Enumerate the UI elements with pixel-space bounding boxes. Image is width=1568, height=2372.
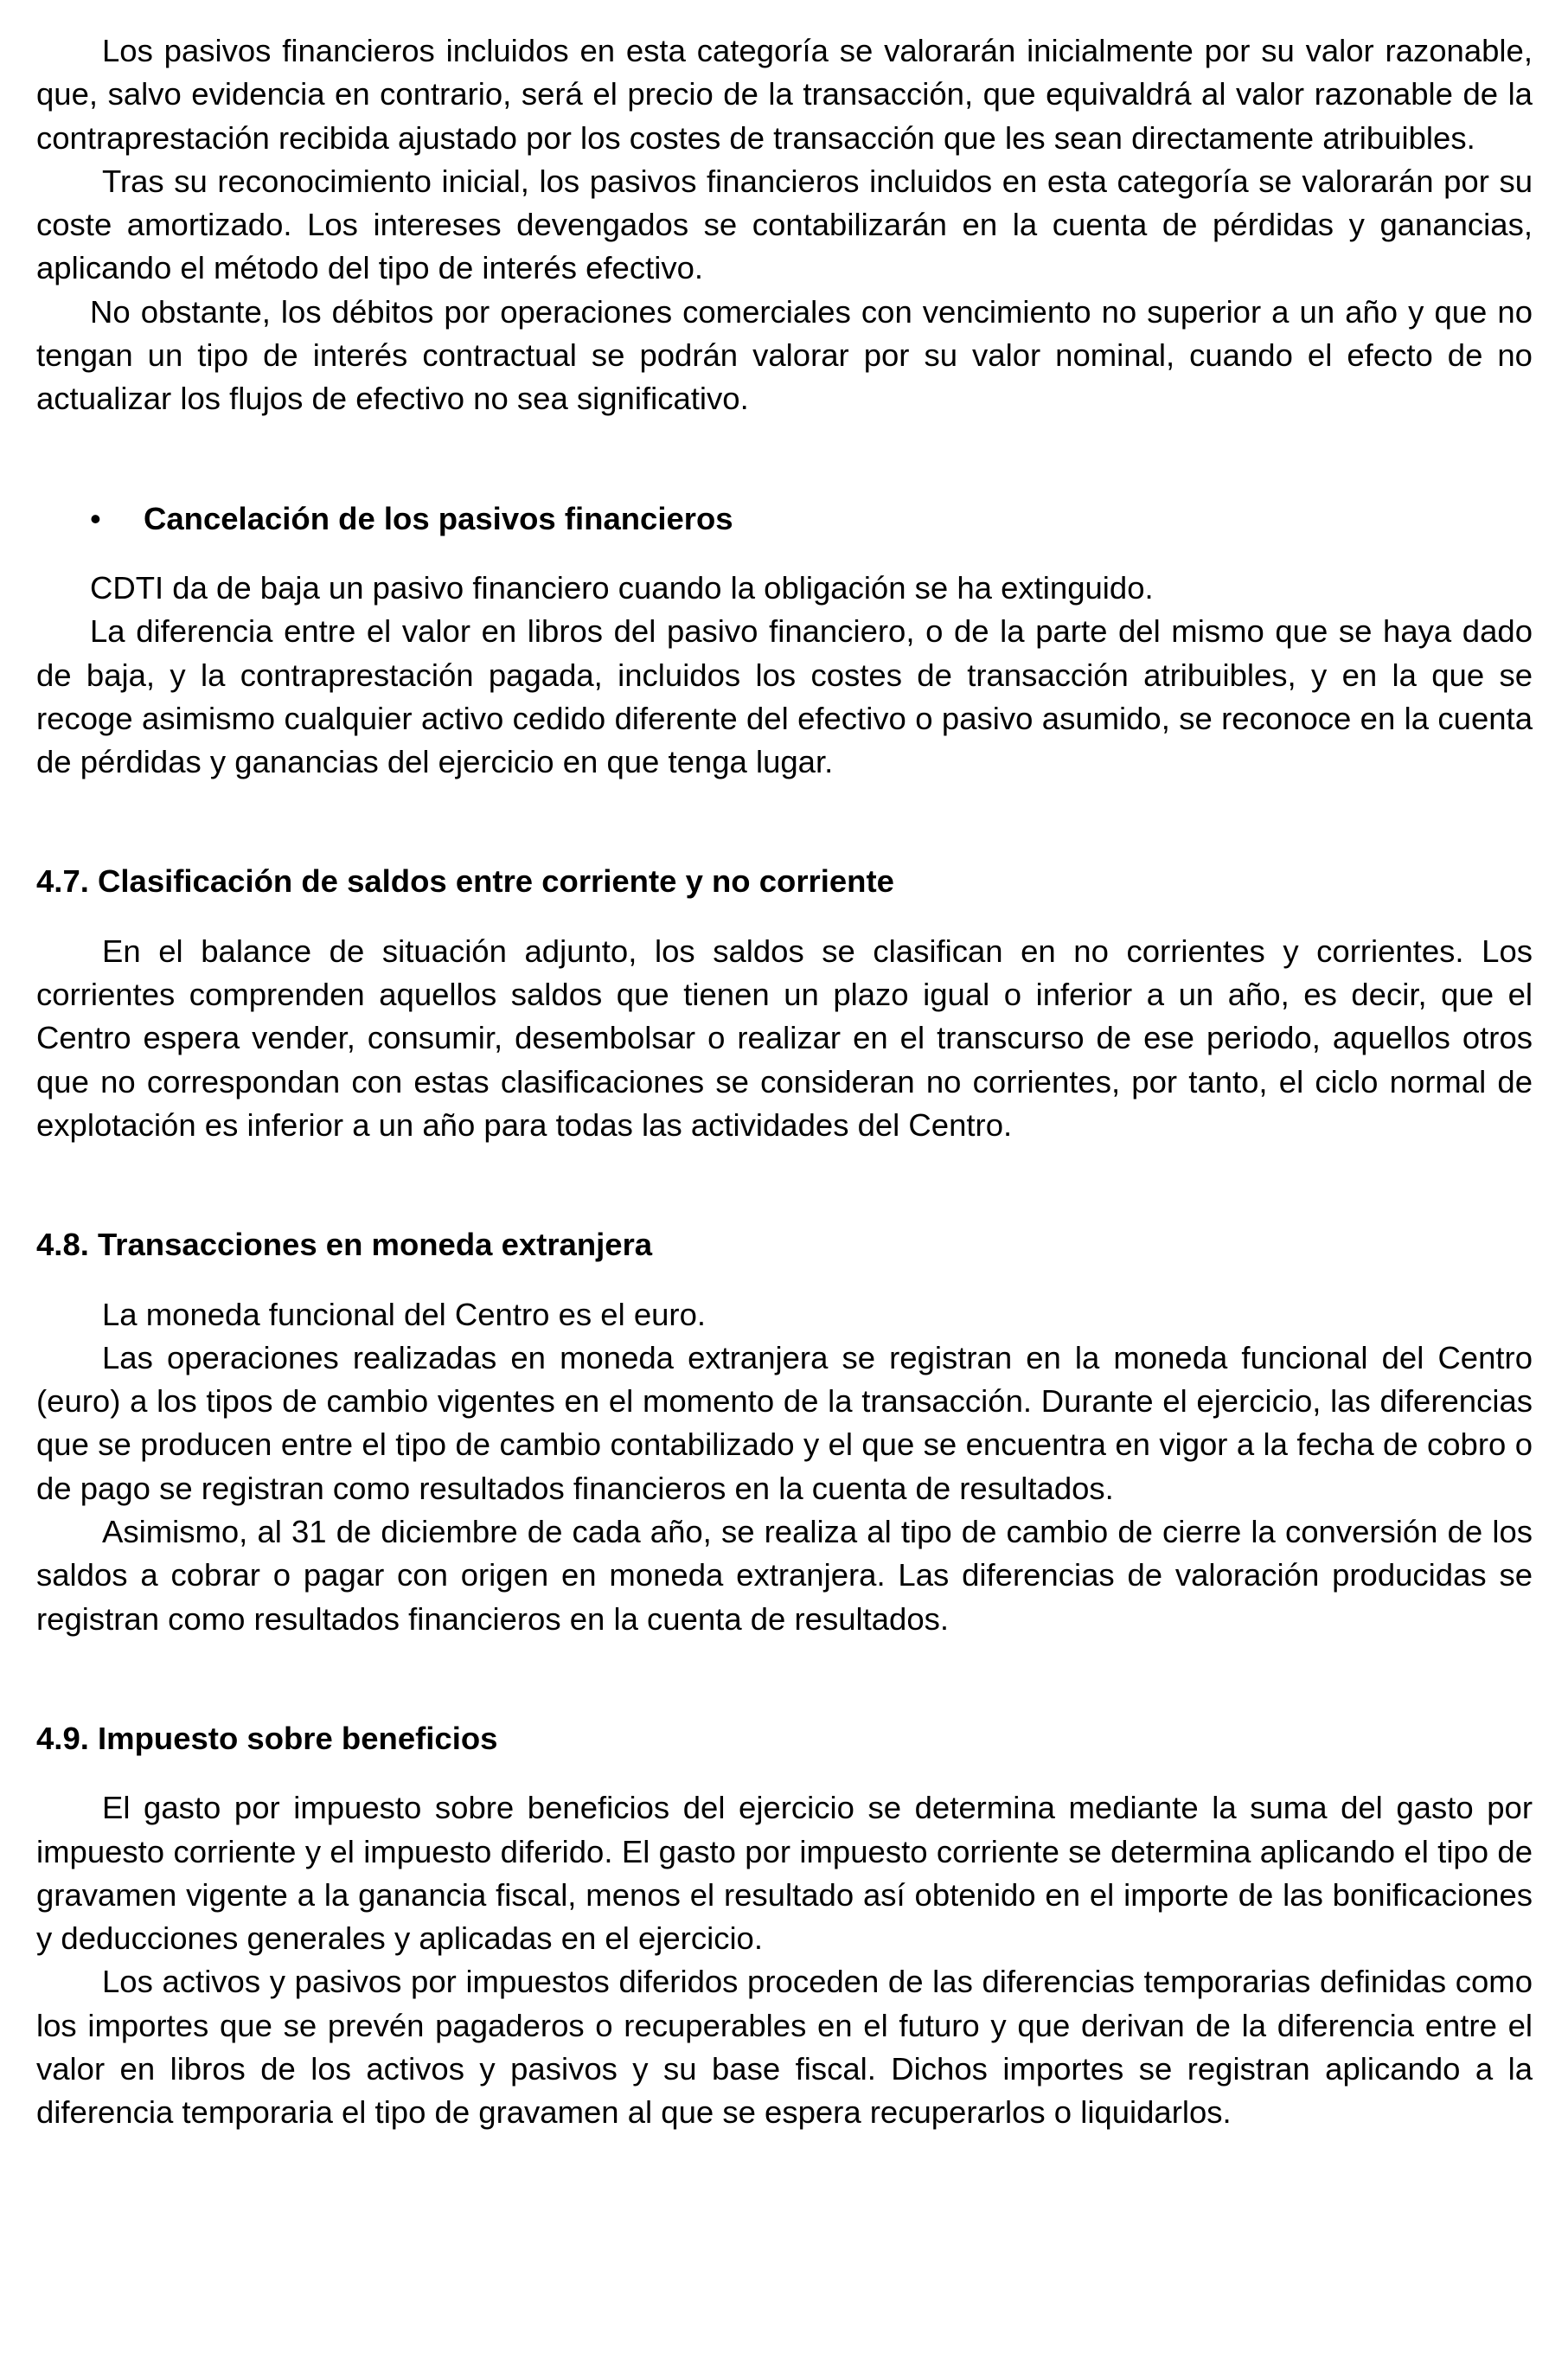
cancelacion-title: Cancelación de los pasivos financieros (144, 500, 733, 536)
section-4-9-paragraph-2: Los activos y pasivos por impuestos diferidos proceden de las diferencias temporarias definidas como los importes que se prevén pagaderos o recuperables en el futuro y que derivan de la diferencia entre el valor en libros de los activos y pasivos y su base fiscal. Dichos importes se registran aplicando a la diferencia temporaria el tipo de gravamen al que se espera recuperarlos o liquidarlos. (36, 1964, 1533, 2131)
spacer (36, 541, 1533, 567)
document-page (36, 29, 1533, 2135)
cancelacion-paragraph-2: La diferencia entre el valor en libros del pasivo financiero, o de la parte del mismo que se haya dado de baja, y la contraprestación pagada, incluidos los costes de transacción atribuibles, y en la que se recoge asimismo cualquier activo cedido diferente del efectivo o pasivo asumido, se reconoce en la cuenta de pérdidas y ganancias del ejercicio en que tenga lugar. (36, 613, 1533, 780)
bullet-icon: • (90, 500, 101, 536)
intro-paragraph-3: No obstante, los débitos por operaciones comerciales con vencimiento no superior a un año y que no tengan un tipo de interés contractual se podrán valorar por su valor nominal, cuando el efecto de no actualizar los flujos de efectivo no sea significativo. (36, 293, 1533, 417)
section-4-7-paragraph-1: En el balance de situación adjunto, los saldos se clasifican en no corrientes y corrientes. Los corrientes comprenden aquellos saldos que tienen un plazo igual o inferior a un año, es decir, que el Centro espera vender, consumir, desembolsar o realizar en el transcurso de ese periodo, aquellos otros que no correspondan con estas clasificaciones se consideran no corrientes, por tanto, el ciclo normal de explotación es inferior a un año para todas las actividades del Centro. (36, 933, 1533, 1143)
section-4-9-paragraph-1: El gasto por impuesto sobre beneficios del ejercicio se determina mediante la suma del gasto por impuesto corriente y el impuesto diferido. El gasto por impuesto corriente se determina aplicando el tipo de gravamen vigente a la ganancia fiscal, menos el resultado así obtenido en el importe de las bonificaciones y deducciones generales y aplicadas en el ejercicio. (36, 1790, 1533, 1957)
section-4-8-heading: 4.8. Transacciones en moneda extranjera (36, 1227, 653, 1263)
spacer (36, 1147, 1533, 1223)
cancelacion-heading (36, 497, 1533, 541)
spacer (36, 421, 1533, 497)
section-4-7-heading: 4.7. Clasificación de saldos entre corriente y no corriente (36, 863, 894, 900)
spacer (36, 1760, 1533, 1786)
spacer (36, 1641, 1533, 1717)
intro-paragraph-1: Los pasivos financieros incluidos en esta categoría se valorarán inicialmente por su valor razonable, que, salvo evidencia en contrario, será el precio de la transacción, que equivaldrá al valor razonable de la contraprestación recibida ajustado por los costes de transacción que les sean directamente atribuibles. (36, 33, 1533, 156)
section-4-8-paragraph-2: Las operaciones realizadas en moneda extranjera se registran en la moneda funcional del Centro (euro) a los tipos de cambio vigentes en el momento de la transacción. Durante el ejercicio, las diferencias que se producen entre el tipo de cambio contabilizado y el que se encuentra en vigor a la fecha de cobro o de pago se registran como resultados financieros en la cuenta de resultados. (36, 1339, 1533, 1506)
intro-paragraph-2: Tras su reconocimiento inicial, los pasivos financieros incluidos en esta categoría se valorarán por su coste amortizado. Los intereses devengados se contabilizarán en la cuenta de pérdidas y ganancias, aplicando el método del tipo de interés efectivo. (36, 163, 1533, 286)
section-4-8-paragraph-1: La moneda funcional del Centro es el euro. (102, 1296, 707, 1332)
section-4-8-paragraph-3: Asimismo, al 31 de diciembre de cada año, se realiza al tipo de cambio de cierre la conversión de los saldos a cobrar o pagar con origen en moneda extranjera. Las diferencias de valoración producidas se registran como resultados financieros en la cuenta de resultados. (36, 1514, 1533, 1637)
spacer (36, 784, 1533, 860)
spacer (36, 1267, 1533, 1293)
cancelacion-paragraph-1: CDTI da de baja un pasivo financiero cuando la obligación se ha extinguido. (90, 569, 1154, 606)
spacer (36, 904, 1533, 930)
section-4-9-heading: 4.9. Impuesto sobre beneficios (36, 1720, 498, 1756)
